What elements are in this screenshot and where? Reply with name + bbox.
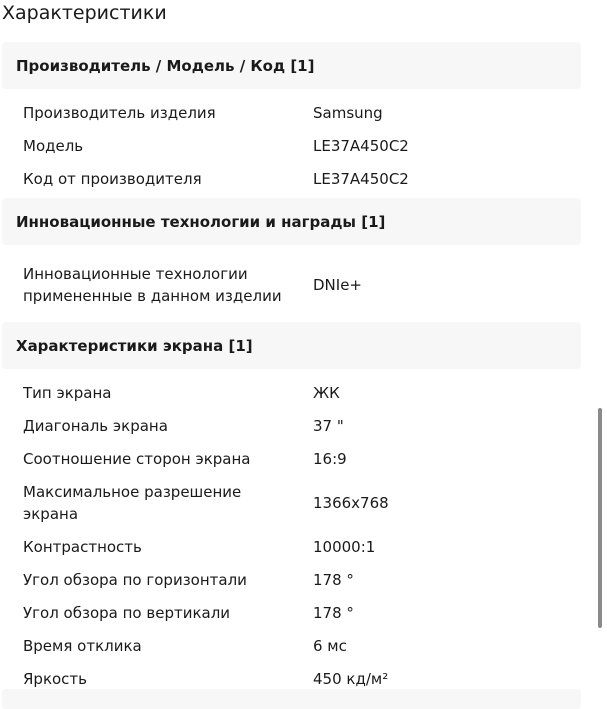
spec-value: 16:9 xyxy=(313,449,347,468)
spec-value: 37 " xyxy=(313,416,344,435)
spec-value: 1366x768 xyxy=(313,493,389,512)
spec-value: ЖК xyxy=(313,383,340,402)
section-header-screen[interactable]: Характеристики экрана [1] xyxy=(2,322,581,369)
page-title: Характеристики xyxy=(2,2,167,24)
spec-label: Яркость xyxy=(23,669,88,688)
spec-label: Максимальное разрешение экрана xyxy=(23,482,242,523)
spec-label: Время отклика xyxy=(23,636,142,655)
scrollbar[interactable] xyxy=(598,408,602,628)
spec-value: DNIe+ xyxy=(313,276,362,294)
spec-value: LE37A450C2 xyxy=(313,169,409,188)
spec-row xyxy=(2,563,581,596)
spec-label: Тип экрана xyxy=(23,383,112,402)
spec-row xyxy=(2,96,581,129)
spec-label: Соотношение сторон экрана xyxy=(23,449,251,468)
spec-row xyxy=(2,162,581,195)
spec-row xyxy=(2,629,581,662)
spec-label: Диагональ экрана xyxy=(23,416,168,435)
spec-value: 450 кд/м² xyxy=(313,669,389,688)
spec-row xyxy=(2,409,581,442)
spec-row xyxy=(2,530,581,563)
specs-list xyxy=(2,42,581,695)
next-section-header[interactable] xyxy=(2,689,581,709)
spec-value: Samsung xyxy=(313,103,383,122)
spec-label: Угол обзора по горизонтали xyxy=(23,570,247,589)
spec-value: 178 ° xyxy=(313,570,354,589)
spec-label: Инновационные технологии примененные в данном изделии xyxy=(23,265,282,305)
spec-value: 178 ° xyxy=(313,603,354,622)
spec-row xyxy=(2,475,581,530)
spec-label: Угол обзора по вертикали xyxy=(23,603,231,622)
section-header-manufacturer[interactable]: Производитель / Модель / Код [1] xyxy=(2,42,581,89)
spec-row xyxy=(2,376,581,409)
spec-label: Производитель изделия xyxy=(23,103,216,122)
spec-row xyxy=(2,129,581,162)
spec-row xyxy=(2,596,581,629)
spec-label: Модель xyxy=(23,136,84,155)
spec-label: Контрастность xyxy=(23,537,142,556)
spec-value: 10000:1 xyxy=(313,537,376,556)
section-header-innovations[interactable]: Инновационные технологии и награды [1] xyxy=(2,198,581,245)
spec-row xyxy=(2,442,581,475)
spec-label: Код от производителя xyxy=(23,169,202,188)
spec-value: LE37A450C2 xyxy=(313,136,409,155)
spec-value: 6 мс xyxy=(313,636,347,655)
spec-row xyxy=(2,252,581,318)
